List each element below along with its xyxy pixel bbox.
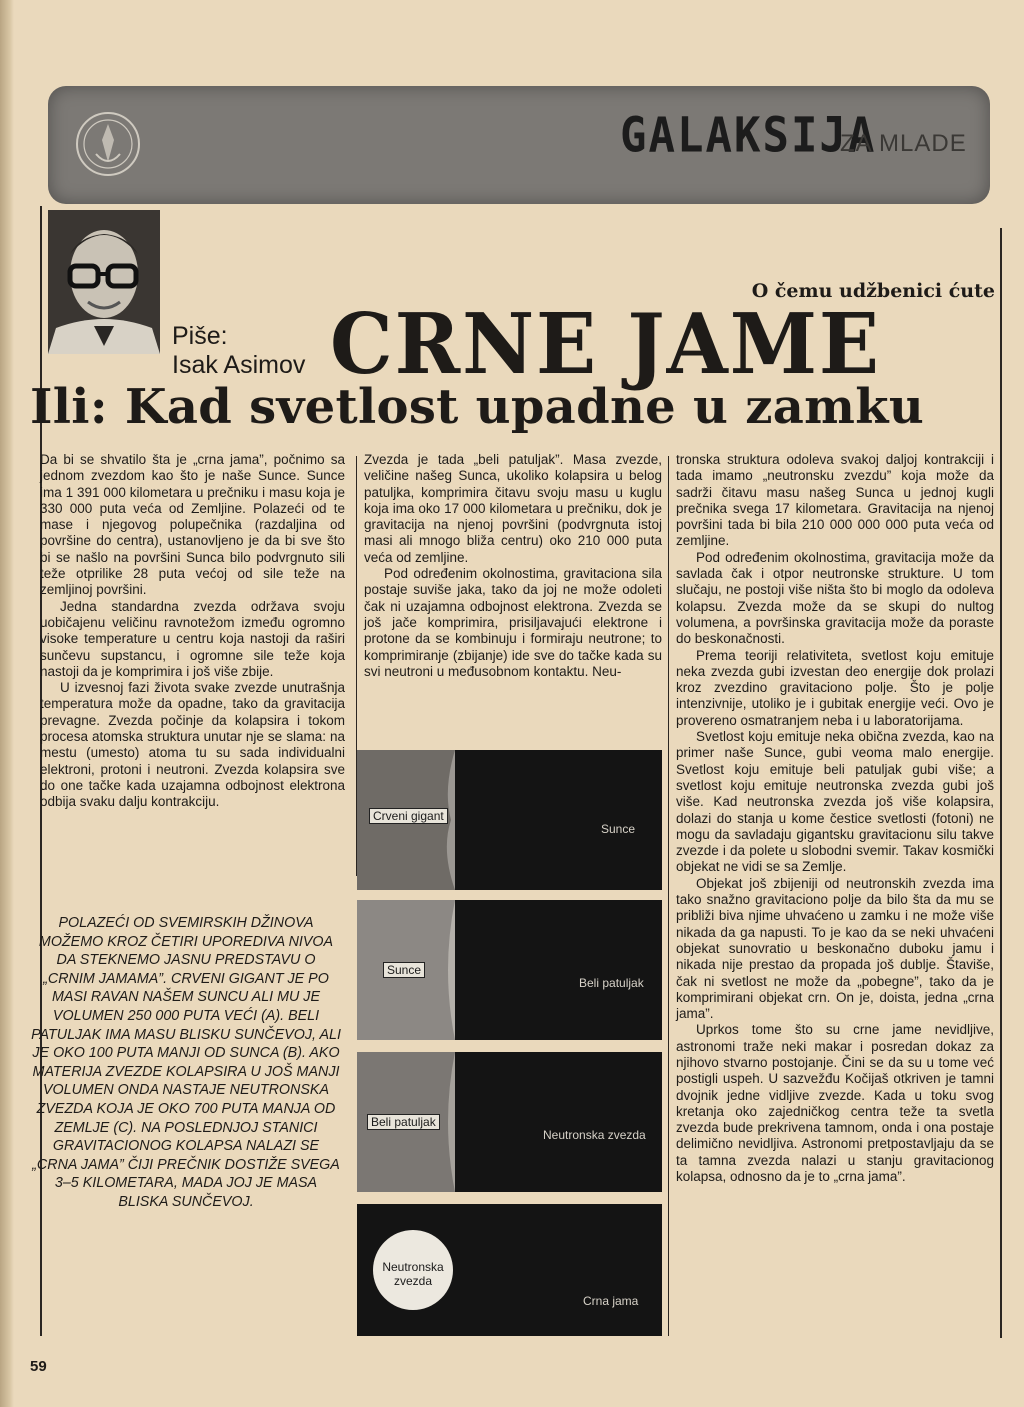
- figure-caption: POLAZEĆI OD SVEMIRSKIH DŽINOVA MOŽEMO KROZ ČETIRI UPOREDIVA NIVOA DA STEKNEMO JASNU PREDSTAVU O „CRNIM JAMAMA”. CRVENI GIGANT JE PO MASI RAVAN NAŠEM SUNCU ALI MU JE VOLUMEN 250 000 PUTA VEĆI (A). BELI PATULJAK IMA MASU BLISKU SUNČEVOJ, ALI JE OKO 100 PUTA MANJI OD SUNCA (B). AKO MATERIJA ZVEZDE KOLAPSIRA U JOŠ MANJI VOLUMEN ONDA NASTAJE NEUTRONSKA ZVEZDA KOJA JE OKO 700 PUTA MANJA OD ZEMLJE (C). NA POSLEDNJOJ STANICI GRAVITACIONOG KOLAPSA NALAZI SE „CRNA JAMA” ČIJI PREČNIK DOSTIŽE SVEGA 3–5 KILOMETARA, MADA JOJ JE MASA BLISKA SUNČEVOJ.: [31, 915, 341, 1210]
- paragraph: Pod određenim okolnostima, gravitaciona sila postaje suviše jaka, tako da joj ne može odoleti čak ni uzajamna odbojnost elektrona. Zvezda se još jače komprimira, prisiljavajući elektrone i protone da se kombinuju i formiraju neutrone; to komprimiranje (zbijanje) ide sve do tačke kada su svi neutroni u međusobnom kontaktu. Neu-: [364, 566, 662, 679]
- panel-outer-label: Crveni gigant: [369, 808, 448, 824]
- panel-outer-label: Sunce: [383, 962, 425, 978]
- paragraph: Objekat još zbijeniji od neutronskih zvezda ima tako snažno gravitaciono polje da bilo šta da mu se približi biva njime uhvaćeno u zamku i ne može više nikada da ga napusti. To je kao da se neki uhvaćeni objekat sunovratio u beskonačno duboku jamu i nikada nije prestao da propada još dublje. Štaviše, čak ni svetlost ne može da „pobegne”, tako da je komprimirani objekat crn. On je, doista, jedna „crna jama”.: [676, 875, 994, 1022]
- page-number: 59: [30, 1358, 47, 1375]
- panel-outer-label: Neutronska zvezda: [382, 1260, 444, 1288]
- text-column-left: [40, 452, 345, 811]
- brand-name: GALAKSIJA: [620, 107, 877, 164]
- panel-inner-label: Sunce: [601, 822, 636, 836]
- emblem-logo-icon: [74, 110, 142, 178]
- article-kicker: O čemu udžbenici ćute: [751, 280, 995, 302]
- panel-inner-label: Neutronska zvezda: [543, 1128, 646, 1142]
- author-name: Isak Asimov: [172, 351, 306, 379]
- panel-outer-label: Beli patuljak: [367, 1114, 440, 1130]
- figure-panel-red-giant: [357, 750, 662, 890]
- brand-subtitle: ZA MLADE: [840, 130, 967, 157]
- page-binding-shadow: [0, 0, 14, 1407]
- article-title: CRNE JAME: [330, 295, 881, 393]
- paragraph: tronska struktura odoleva svakoj daljoj kontrakciji i tada imamo „neutronsku zvezdu” koja može da sadrži čitavu masu našeg Sunca u jednoj kugli prečnika svega 17 kilometara. Gravitacija na njenoj površini tada bi bila 210 000 000 000 puta veća od zemljine.: [676, 452, 994, 549]
- paragraph: Prema teoriji relativiteta, svetlost koju emituje neka zvezda gubi izvestan deo energije dok prolazi kroz zvezdino gravitaciono polje. Što je polje intenzivnije, utoliko je i gubitak energije veći. Ovo je provereno osmatranjem neba i u laboratorijama.: [676, 647, 994, 728]
- text-column-right: [676, 452, 994, 1185]
- paragraph: Pod određenim okolnostima, gravitacija može da savlada čak i otpor neutronske strukture. U tom slučaju, ne postoji više ništa što bi moglo da odoleva kolapsu. Zvezda može da se skupi do nultog volumena, a površinska gravitacija može da poraste do beskonačnosti.: [676, 549, 994, 647]
- paragraph: Da bi se shvatilo šta je „crna jama”, počnimo sa jednom zvezdom kao što je naše Sunce. Sunce ima 1 391 000 kilometara u prečniku i masu koja je 330 000 puta veća od Zemljine. Polazeći od te mase i njegovog polupečnika (razdaljina od površine do centra), ustanovljeno je da bi sve što bi se našlo na površini Sunca bilo podvrgnuto sili teže otprilike 28 puta većoj od sile teže na zemljinoj površini.: [40, 452, 345, 598]
- figure-panel-black-hole: [357, 1204, 662, 1336]
- column-rule-2: [668, 456, 669, 1336]
- byline-label: Piše:: [172, 322, 228, 350]
- author-portrait-icon: [48, 210, 160, 354]
- byline: [172, 322, 305, 380]
- paragraph: Svetlost koju emituje neka obična zvezda, kao na primer naše Sunce, gubi veoma malo energije. Svetlost koju emituje beli patuljak gubi više; a svetlost koju emituje neutronska zvezda gubi još više. Kad neutronska zvezda još više kolapsira, dolazi do stanja u kome čestice svetlosti (fotoni) ne mogu da savladaju gigantsku gravitacionu silu takve zvezde i da polete u slobodni svemir. Takav kosmički objekat ne vidi se sa Zemlje.: [676, 729, 994, 875]
- panel-inner-label: Crna jama: [583, 1294, 639, 1308]
- figure-panel-neutron-star: [357, 1052, 662, 1192]
- right-frame-rule: [1000, 228, 1002, 1338]
- paragraph: Uprkos tome što su crne jame nevidljive, astronomi traže neki makar i posredan dokaz za njihovo stvarno postojanje. Čini se da su u tome već postigli uspeh. U sazvežđu Kočijaš otkriven je tamni dvojnik jedne vidljive zvezde. Kada u toku svog kretanja oko zajedničkog centra teže ta svetla zvezda bude prekrivena tamnom, onda i ona postaje delimično nevidljiva. Astronomi pretpostavljaju da se ta tamna zvezda nalazi u stanju gravitacionog kolapsa, odnosno da je to „crna jama”.: [676, 1022, 994, 1185]
- article-subtitle: Ili: Kad svetlost upadne u zamku: [30, 379, 925, 435]
- paragraph: Jedna standardna zvezda održava svoju uobičajenu veličinu ravnotežom između ogromno visoke temperature u centru koja nastoji da raširi sunčevu supstancu, i ogromne sile teže koja nastoji da je komprimira i još više zbije.: [40, 598, 345, 679]
- author-photo: [48, 210, 160, 354]
- text-column-middle: [364, 452, 662, 680]
- panel-inner-label: Beli patuljak: [579, 976, 644, 990]
- figure-panel-white-dwarf: [357, 900, 662, 1040]
- paragraph: Zvezda je tada „beli patuljak”. Masa zvezde, veličine našeg Sunca, ukoliko kolapsira u belog patuljka, komprimira čitavu svoju masu u kuglu koja ima oko 17 000 kilometara u prečniku, dok je gravitacija na njenoj površini (podvrgnuta istoj masi ali mnogo bliža centru) oko 210 000 puta veća od zemljine.: [364, 452, 662, 565]
- paragraph: U izvesnoj fazi života svake zvezde unutrašnja temperatura može da opadne, tako da gravitacija prevagne. Zvezda počinje da kolapsira i tokom procesa atomska struktura unutar nje se slama: na mestu (umesto) atoma tu su sada individualni elektroni, protoni i neutroni. Zvezda kolapsira sve do one tačke kada uzajamna odbojnost elektrona odbija svaku dalju kontrakciju.: [40, 680, 345, 810]
